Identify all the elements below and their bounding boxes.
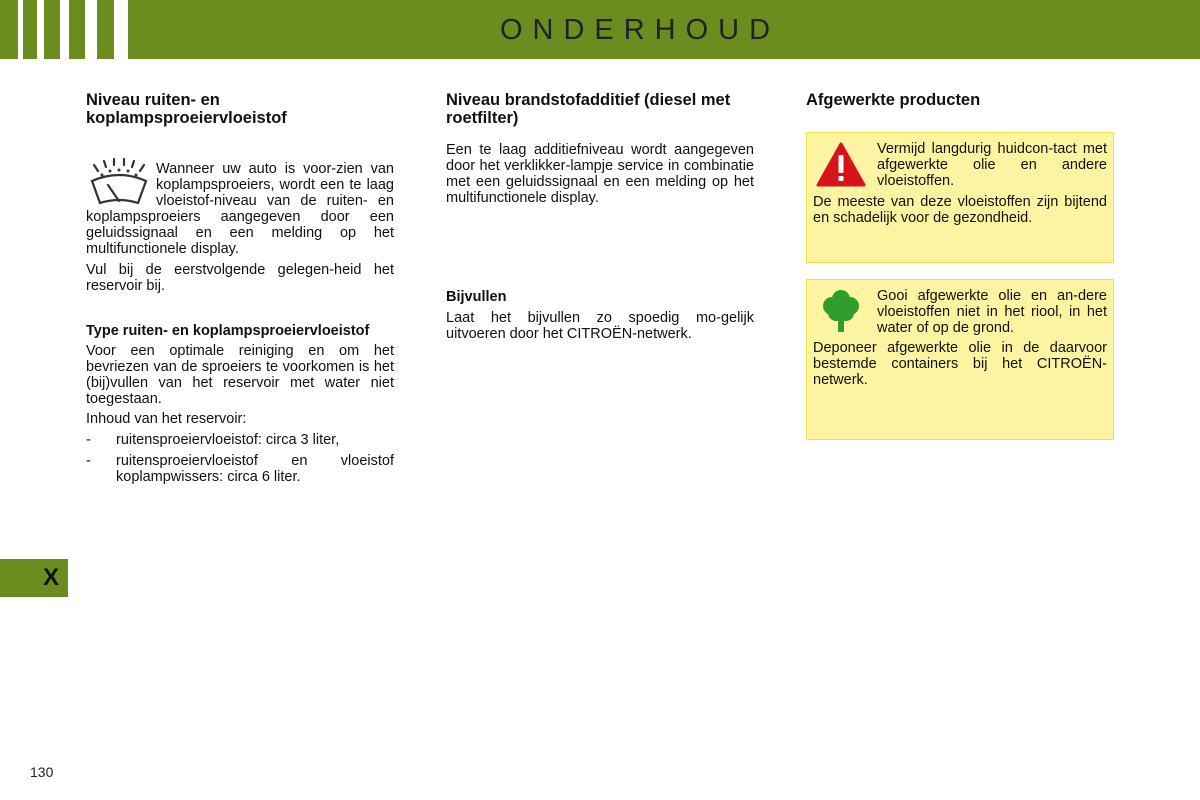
- page-title: ONDERHOUD: [499, 14, 781, 46]
- environment-text-1: Gooi afgewerkte olie en an-dere vloeistoffen niet in het riool, in het water of op de grond.: [877, 288, 1107, 336]
- warning-text-2: De meeste van deze vloeistoffen zijn bijtend en schadelijk voor de gezondheid.: [813, 194, 1107, 226]
- refill-text: Laat het bijvullen zo spoedig mo-gelijk uitvoeren door het CITROËN-netwerk.: [446, 310, 754, 342]
- additive-warning-text: Een te laag additiefniveau wordt aangegeven door het verklikker-lampje service in combinatie met een geluidssignaal en een melding op het multifunctionele display.: [446, 142, 754, 206]
- washer-refill-text: Vul bij de eerstvolgende gelegen-heid het reservoir bij.: [86, 262, 394, 294]
- page-header: [0, 0, 1200, 59]
- section-heading-waste: Afgewerkte producten: [806, 91, 981, 109]
- column-waste-products: [806, 92, 1115, 110]
- warning-box: [806, 132, 1114, 263]
- fluid-type-text: Voor een optimale reiniging en om het bevriezen van de sproeiers te voorkomen is het (bij)vullen van het reservoir met water niet toegestaan.: [86, 343, 394, 407]
- subheading-fluid-type: Type ruiten- en koplampsproeiervloeistof: [86, 323, 370, 339]
- page-number: 130: [30, 764, 54, 780]
- column-washer-fluid: [86, 92, 394, 485]
- column-fuel-additive: [446, 92, 754, 342]
- section-heading-washer: Niveau ruiten- en koplampsproeiervloeistof: [86, 91, 287, 127]
- capacity-list: [86, 432, 394, 485]
- section-heading-additive: Niveau brandstofadditief (diesel met roetfilter): [446, 91, 731, 127]
- environment-text-2: Deponeer afgewerkte olie in de daarvoor bestemde containers bij het CITROËN-netwerk.: [813, 340, 1107, 388]
- environment-box: [806, 279, 1114, 440]
- chapter-tab[interactable]: X: [0, 559, 68, 597]
- environment-tree-icon: [815, 288, 867, 336]
- washer-warning-text: Wanneer uw auto is voor-zien van koplampsproeiers, wordt een te laag vloeistof-niveau van de ruiten- en koplampsproeiers aangegeven door een geluidssignaal en een melding op het multifunctionele display.: [86, 161, 394, 257]
- reservoir-capacity-text: Inhoud van het reservoir:: [86, 411, 247, 427]
- list-item: - ruitensproeiervloeistof: circa 3 liter,: [86, 432, 340, 448]
- list-item: - ruitensproeiervloeistof en vloeistof koplampwissers: circa 6 liter.: [86, 453, 394, 485]
- subheading-refill: Bijvullen: [446, 289, 507, 305]
- warning-text-1: Vermijd langdurig huidcon-tact met afgewerkte olie en andere vloeistoffen.: [877, 141, 1107, 189]
- warning-triangle-icon: [815, 141, 867, 189]
- windscreen-washer-icon: [86, 155, 152, 209]
